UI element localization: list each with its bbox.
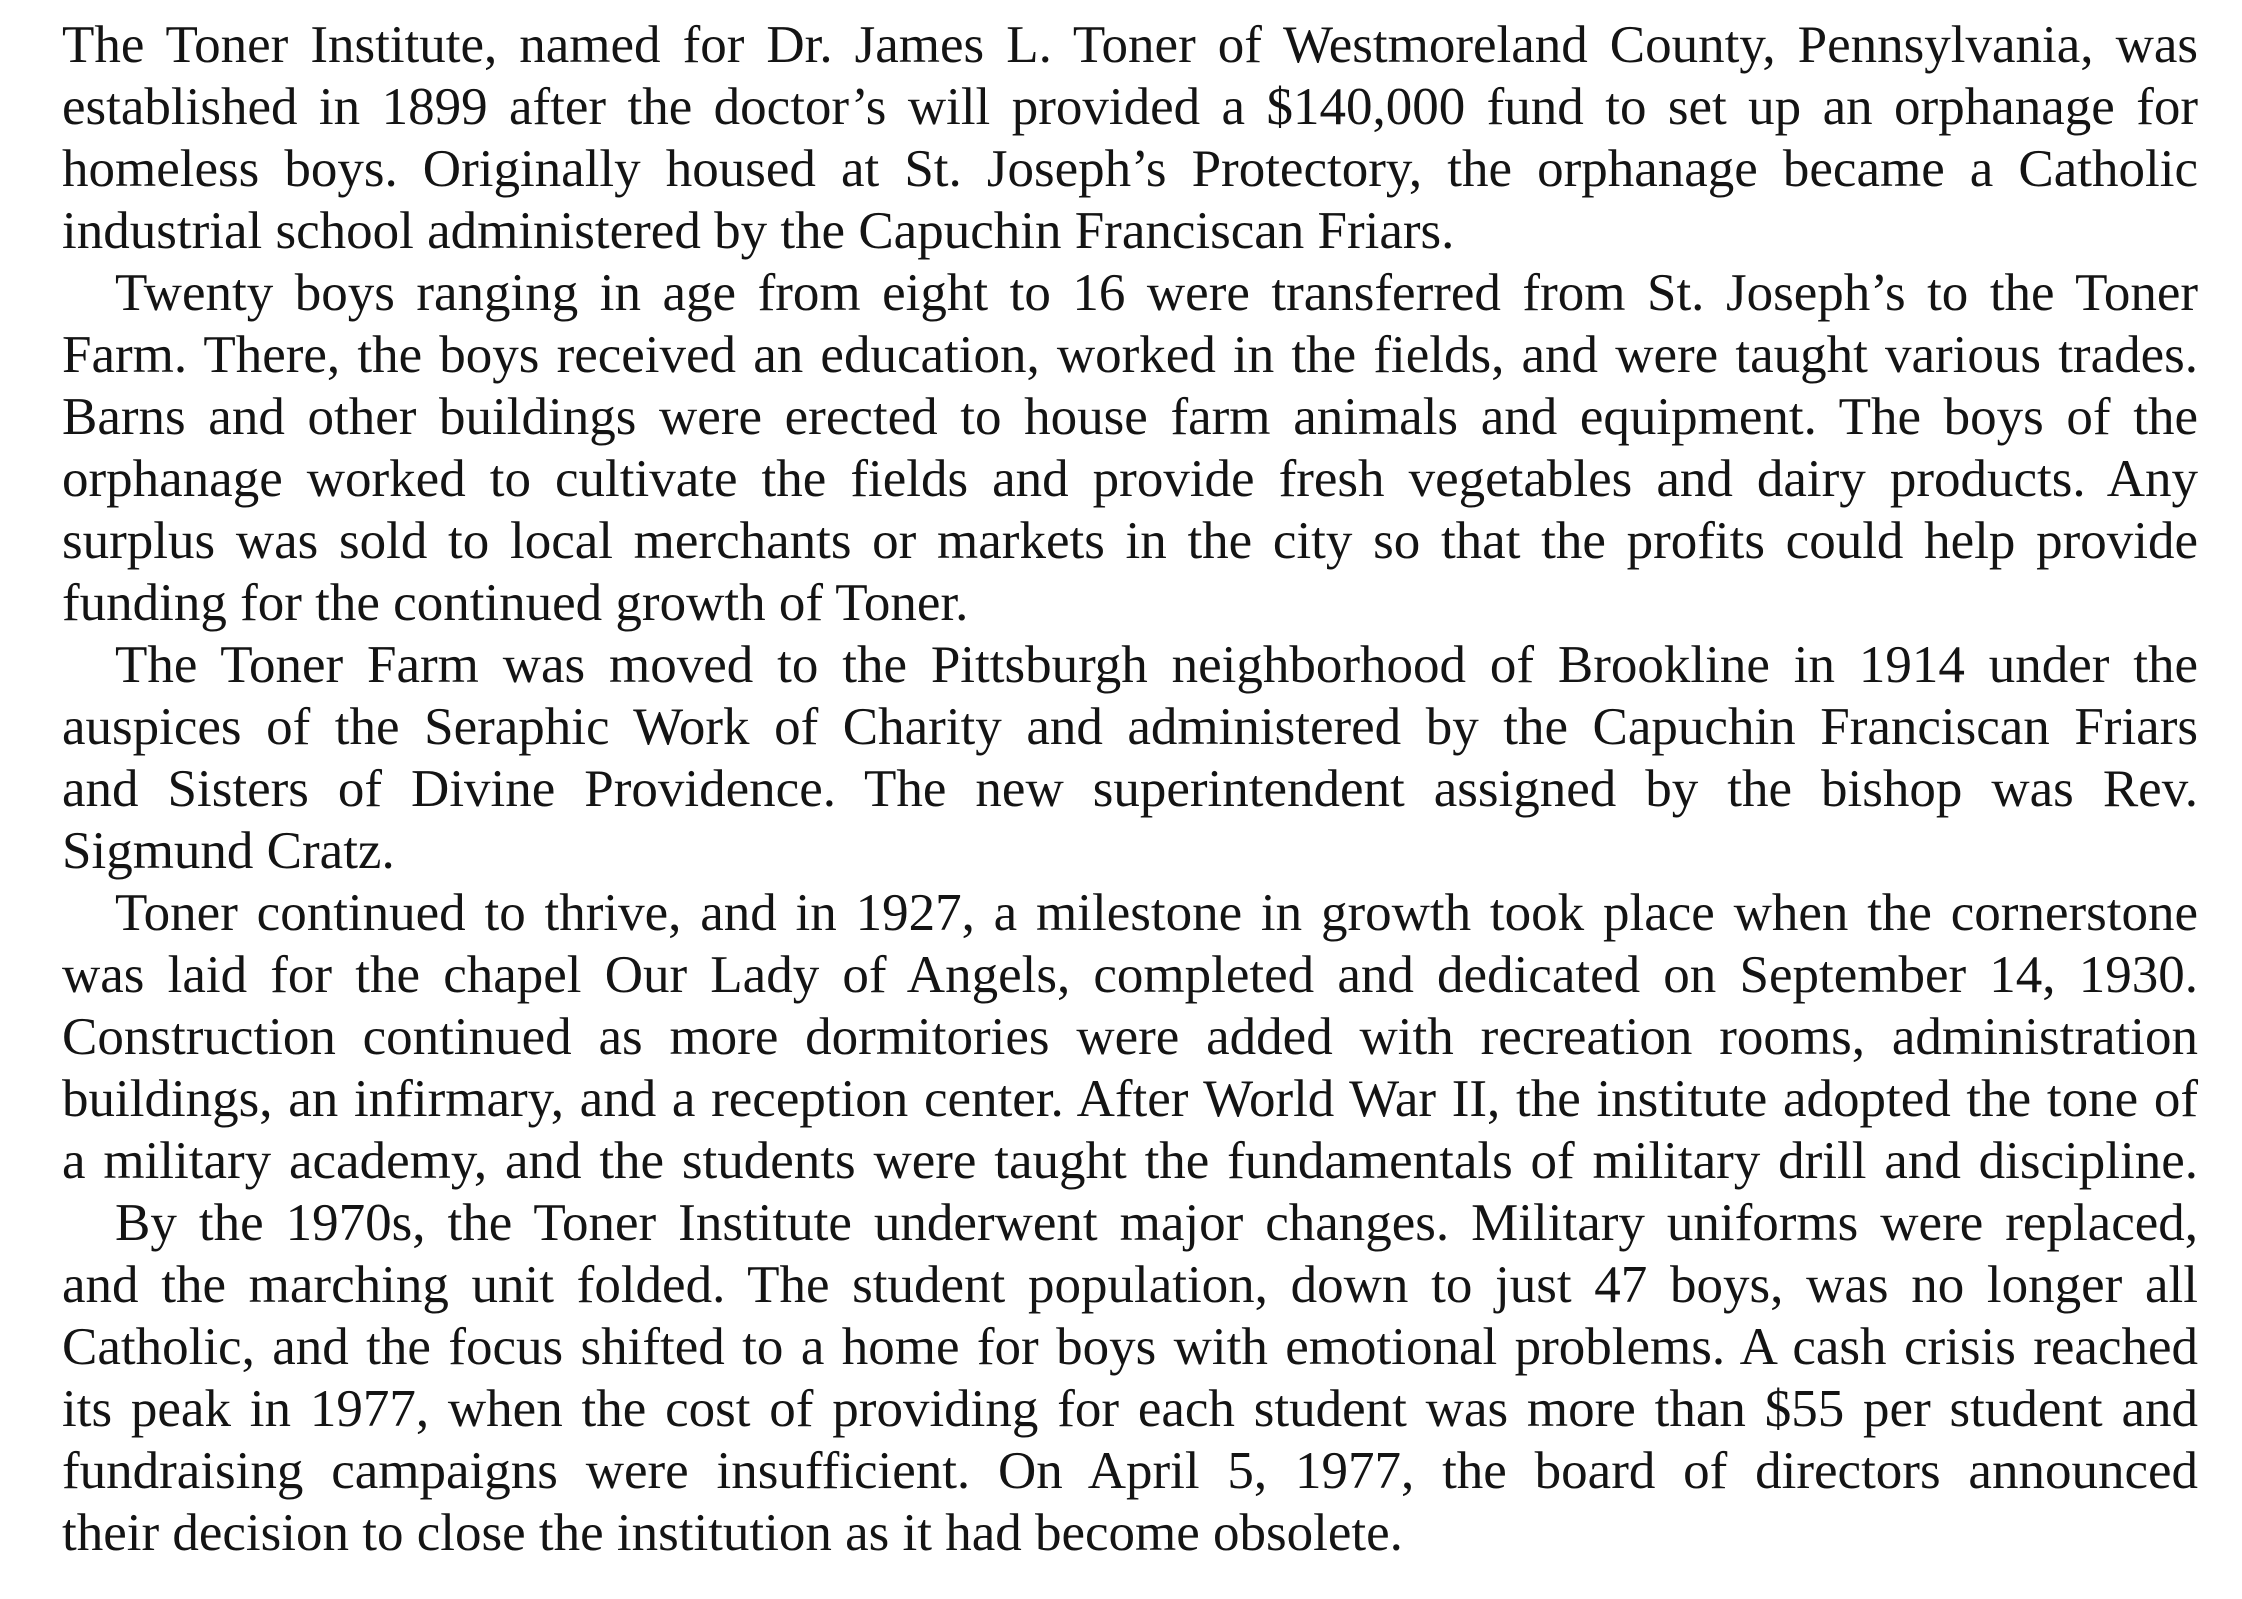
paragraph-2 [62, 262, 2198, 634]
text-line: their decision to close the institution as it had become obsolete. [62, 1504, 1403, 1562]
text-line: fundraising campaigns were insufficient. On April 5, 1977, the board of directors announced [62, 1442, 2198, 1500]
text-line: orphanage worked to cultivate the fields and provide fresh vegetables and dairy products. Any [62, 450, 2198, 508]
text-line: was laid for the chapel Our Lady of Angels, completed and dedicated on September 14, 1930. [62, 946, 2198, 1004]
text-line: Barns and other buildings were erected to house farm animals and equipment. The boys of the [62, 388, 2198, 446]
paragraph-4 [62, 882, 2198, 1192]
paragraph-1 [62, 14, 2198, 262]
paragraph-5 [62, 1192, 2198, 1564]
text-line: buildings, an infirmary, and a reception center. After World War II, the institute adopted the tone of [62, 1070, 2198, 1128]
text-line: Construction continued as more dormitories were added with recreation rooms, administration [62, 1008, 2198, 1066]
text-line: Farm. There, the boys received an education, worked in the fields, and were taught various trades. [62, 326, 2198, 384]
text-line: The Toner Institute, named for Dr. James L. Toner of Westmoreland County, Pennsylvania, was [62, 16, 2198, 74]
text-line: By the 1970s, the Toner Institute underwent major changes. Military uniforms were replaced, [115, 1194, 2198, 1252]
text-line: Toner continued to thrive, and in 1927, a milestone in growth took place when the cornerstone [115, 884, 2198, 942]
text-line: Sigmund Cratz. [62, 822, 395, 880]
text-line: Catholic, and the focus shifted to a home for boys with emotional problems. A cash crisis reached [62, 1318, 2198, 1376]
text-line: auspices of the Seraphic Work of Charity and administered by the Capuchin Franciscan Friars [62, 698, 2198, 756]
text-line: surplus was sold to local merchants or markets in the city so that the profits could help provide [62, 512, 2198, 570]
text-line: Twenty boys ranging in age from eight to 16 were transferred from St. Joseph’s to the Toner [115, 264, 2198, 322]
text-line: homeless boys. Originally housed at St. Joseph’s Protectory, the orphanage became a Catholic [62, 140, 2198, 198]
text-line: industrial school administered by the Capuchin Franciscan Friars. [62, 202, 1455, 260]
text-line: and the marching unit folded. The student population, down to just 47 boys, was no longer all [62, 1256, 2198, 1314]
text-line: and Sisters of Divine Providence. The new superintendent assigned by the bishop was Rev. [62, 760, 2198, 818]
text-line: funding for the continued growth of Toner. [62, 574, 969, 632]
text-line: a military academy, and the students were taught the fundamentals of military drill and discipline. [62, 1132, 2198, 1190]
text-line: The Toner Farm was moved to the Pittsburgh neighborhood of Brookline in 1914 under the [115, 636, 2198, 694]
text-line: established in 1899 after the doctor’s will provided a $140,000 fund to set up an orphanage for [62, 78, 2198, 136]
body-text [62, 14, 2198, 1564]
paragraph-3 [62, 634, 2198, 882]
text-line: its peak in 1977, when the cost of providing for each student was more than $55 per student and [62, 1380, 2198, 1438]
